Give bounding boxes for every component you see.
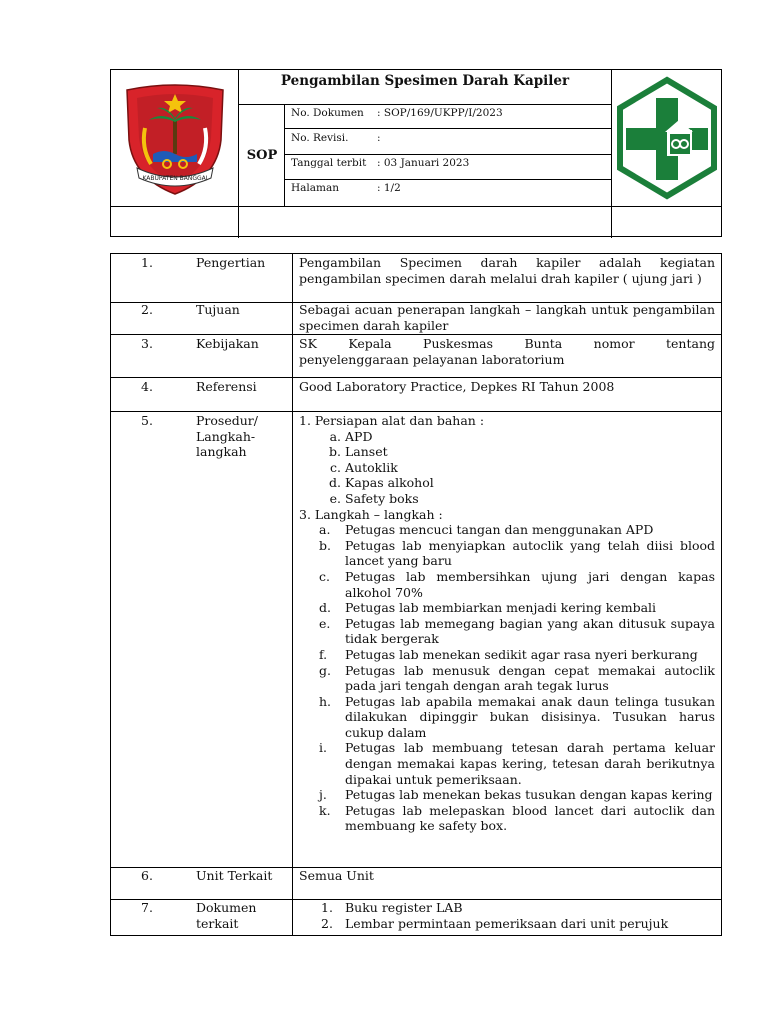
list-marker: h. [319,693,332,709]
table-row-divider [111,377,721,378]
list-text: Petugas lab membersihkan ujung jari dengan kapas alkohol 70% [345,568,715,600]
list-marker: 1. [321,900,333,915]
document-title: Pengambilan Spesimen Darah Kapiler [280,73,570,89]
row-content-prosedur [299,413,715,834]
meta-value: : SOP/169/UKPP/I/2023 [377,107,503,119]
list-marker: c. [319,568,330,584]
kebijakan-line: penyelenggaraan pelayanan laboratorium [299,351,565,367]
list-text: Autoklik [345,459,398,475]
list-item [299,444,715,460]
kebijakan-line: SK Kepala Puskesmas Bunta nomor tentang [299,336,715,351]
row-label-pengertian: Pengertian [196,255,266,270]
row-number: 7. [141,900,153,915]
list-item [299,663,715,694]
list-item [299,694,715,741]
list-item [299,600,715,616]
header-divider [284,128,611,129]
meta-label: Tanggal terbit [291,157,367,169]
list-item [299,900,715,916]
list-marker: j. [319,787,327,803]
sop-header-table [110,69,722,237]
section-heading: 3. Langkah – langkah : [299,506,443,522]
list-item [299,616,715,647]
list-item [299,429,715,445]
list-marker: k. [319,802,331,818]
meta-label: No. Revisi. [291,132,349,144]
list-item [299,538,715,569]
list-item [299,647,715,663]
row-content-kebijakan [299,336,715,367]
list-item [299,569,715,600]
row-number: 2. [141,302,153,317]
row-label-prosedur [196,413,288,460]
row-content-referensi: Good Laboratory Practice, Depkes RI Tahun 2008 [299,379,615,394]
list-item [299,916,715,932]
row-label-dokumen-terkait [196,900,288,931]
header-divider [111,206,721,207]
header-divider [284,179,611,180]
meta-row-revision [291,131,381,145]
list-text: Petugas lab menyiapkan autoclik yang telah diisi blood lancet yang baru [345,537,715,569]
crest-ribbon-text: KABUPATEN BANGGAI [142,175,208,182]
list-text: Petugas mencuci tangan dan menggunakan APD [345,522,654,538]
sop-label: SOP [246,147,278,163]
label-line: Prosedur/ [196,413,258,428]
label-line: langkah [196,444,247,460]
meta-row-document-number [291,106,503,120]
list-text: Safety boks [345,490,419,506]
list-text: Petugas lab menekan bekas tusukan dengan kapas kering [345,787,713,803]
list-item [299,740,715,787]
meta-row-page [291,181,401,195]
section-heading: 1. Persiapan alat dan bahan : [299,413,485,428]
list-text: APD [345,428,373,444]
label-line: Langkah- [196,428,256,444]
list-text: Lanset [345,444,388,460]
list-marker: i. [319,740,327,756]
list-item [299,522,715,538]
list-text: Petugas lab memegang bagian yang akan ditusuk supaya tidak bergerak [345,615,715,647]
row-number: 3. [141,336,153,351]
list-marker: e. [319,615,331,631]
row-label-tujuan: Tujuan [196,302,240,317]
list-text: Petugas lab membiarkan menjadi kering kembali [345,600,657,616]
meta-label: Halaman [291,182,340,194]
table-column-divider [292,254,293,935]
list-item [299,460,715,476]
list-item [299,803,715,834]
list-text: Kapas alkohol [345,475,434,491]
meta-label: No. Dokumen [291,107,364,119]
list-text: Petugas lab apabila memakai anak daun telinga tusukan dilakukan dipinggir bukan disisinya. Tusukan harus cukup dalam [345,693,715,740]
list-item [299,491,715,507]
list-text: Petugas lab menusuk dengan cepat memakai autoclik pada jari tengah dengan arah tegak lurus [345,662,715,694]
list-marker: d. [329,475,341,491]
label-line: Dokumen [196,900,257,915]
row-number: 5. [141,413,153,428]
label-line: terkait [196,915,239,931]
table-row-divider [111,411,721,412]
row-content-tujuan: Sebagai acuan penerapan langkah – langkah untuk pengambilan specimen darah kapiler [299,302,715,333]
list-marker: e. [329,490,341,506]
header-divider [284,154,611,155]
sop-content-table [110,253,722,936]
list-text: Petugas lab melepaskan blood lancet dari autoclik dan membuang ke safety box. [345,802,715,834]
list-marker: d. [319,600,331,616]
list-marker: c. [330,459,341,475]
list-marker: 2. [321,915,333,931]
list-marker: b. [329,444,341,460]
meta-value: : 03 Januari 2023 [377,157,470,169]
row-label-unit-terkait: Unit Terkait [196,868,273,883]
row-label-kebijakan: Kebijakan [196,336,259,351]
row-label-referensi: Referensi [196,379,257,394]
list-text: Buku register LAB [345,900,463,915]
list-marker: a. [329,428,341,444]
puskesmas-logo [616,76,718,200]
list-text: Lembar permintaan pemeriksaan dari unit perujuk [345,915,669,931]
list-text: Petugas lab menekan sedikit agar rasa nyeri berkurang [345,646,698,662]
row-content-pengertian: Pengambilan Specimen darah kapiler adalah kegiatan pengambilan specimen darah melalui drah kapiler ( ujung jari ) [299,255,715,286]
regency-crest-logo [123,82,227,198]
list-marker: g. [319,662,331,678]
meta-row-issue-date [291,156,470,170]
table-row-divider [111,334,721,335]
header-divider [611,70,612,238]
meta-value: : [377,132,381,144]
list-marker: a. [319,522,331,538]
list-marker: f. [319,646,328,662]
list-item [299,787,715,803]
row-number: 6. [141,868,153,883]
list-text: Petugas lab membuang tetesan darah pertama keluar dengan memakai kapas kering, tetesan darah berikutnya dipakai untuk pemeriksaan. [345,740,715,787]
row-number: 1. [141,255,153,270]
list-marker: b. [319,537,331,553]
row-content-dokumen-terkait [299,900,715,931]
list-item [299,475,715,491]
row-content-unit-terkait: Semua Unit [299,868,374,883]
row-number: 4. [141,379,153,394]
meta-value: : 1/2 [377,182,401,194]
